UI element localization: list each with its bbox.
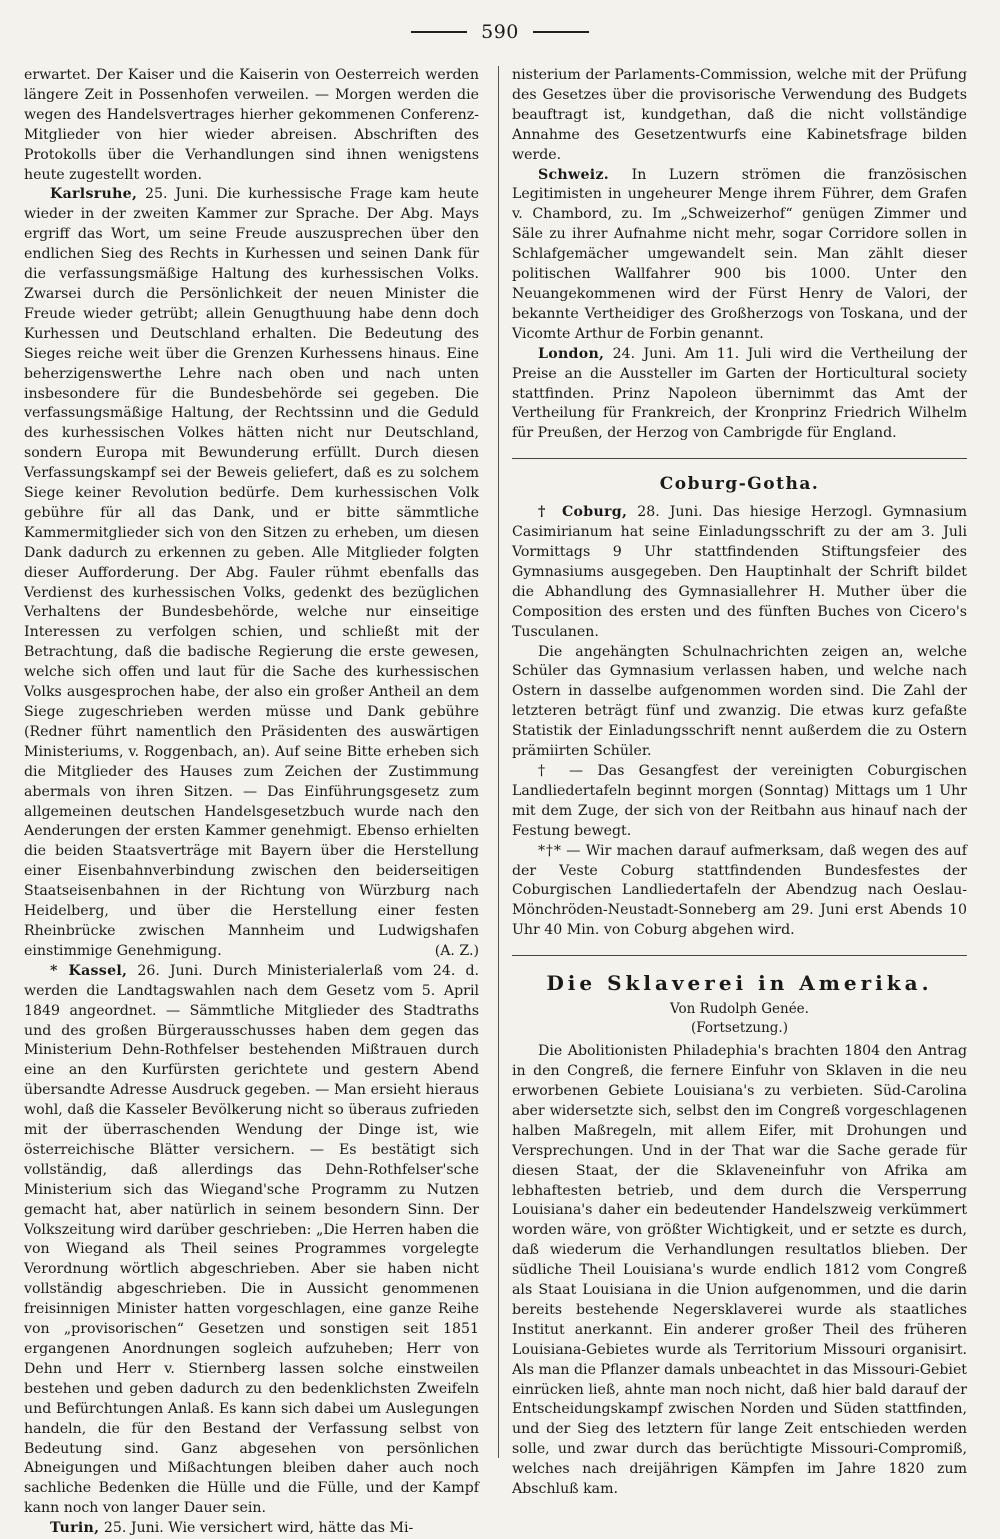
article-continued-note: (Fortsetzung.) (691, 1020, 788, 1037)
dateline: Karlsruhe, (50, 186, 138, 203)
section-heading: Coburg-Gotha. (659, 474, 820, 495)
article-title: Die Sklaverei in Amerika. (546, 971, 933, 996)
news-item-london (512, 345, 967, 445)
dateline: Turin, (50, 1520, 100, 1537)
news-text: In Luzern strömen die französischen Legitimisten in ungeheurer Menge ihrem Führer, dem Grafen v. Chambord, zu. Im „Schweizerhof“ genügen Zimmer und Säle zu ihrer Aufnahme nicht mehr, sogar Corridore sollen in Schlafgemächer umgewandelt sein. Man zählt dieser politischen Wallfahrer 900 bis 1000. Unter den Neuangekommenen wird der Fürst Henry de Valori, der bekannte Vertheidiger des Großherzogs von Toskana, und der Vicomte Arthur de Forbin genannt. (512, 166, 967, 342)
news-item-karlsruhe (24, 185, 479, 961)
article-paragraph: Die Abolitionisten Philadephia's brachten 1804 den Antrag in den Congreß, die fernere Einfuhr von Sklaven in die neu erworbenen Gebiete Louisiana's zu verbieten. Süd-Carolina aber widersetzte sich, selbst den im Congreß vorgeschlagenen halben Maßregeln, mit allem Eifer, mit Drohungen und Versprechungen. Und in der That war die Sache gerade für diesen Staat, der die Sklaveneinfuhr von Afrika am lebhaftesten betrieb, und dem durch die Versperrung Louisiana's daher ein bedeutender Handelszweig verkümmert worden wäre, von größter Wichtigkeit, und er setzte es durch, daß wiederum die Verhandlungen resultatlos blieben. Der südliche Theil Louisiana's wurde endlich 1812 vom Congreß als Staat Louisiana in die Union aufgenommen, und die darin bereits bestehende Negersklaverei wurde als staatliches Institut anerkannt. Ein anderer großer Theil des früheren Louisiana-Gebietes wurde als Territorium Missouri organisirt. Als man die Pflanzer damals unbeachtet in das Missouri-Gebiet einrücken ließ, ahnte man noch nicht, daß hier bald darauf der Entscheidungskampf zwischen Norden und Süden stattfinden, und der Sieg des letztern für lange Zeit entschieden werden solle, und zwar durch das berüchtigte Missouri-Compromiß, welches nach dreijährigen Kämpfen im Jahre 1820 zum Abschluß kam. (512, 1043, 967, 1498)
news-paragraph: erwartet. Der Kaiser und die Kaiserin von Oesterreich werden längere Zeit in Possenhofen verweilen. — Morgen werden die wegen des Handelsvertrages hierher gekommenen Conferenz-Mitglieder von hier wieder abreisen. Abschriften des Protokolls über die Verhandlungen sind ihnen wenigstens heute zugestellt worden. (24, 67, 479, 183)
news-paragraph: nisterium der Parlaments-Commission, welche mit der Prüfung des Gesetzes über die provisorische Verwendung des Budgets beauftragt ist, kundgethan, daß die nicht vollständige Annahme des Gesetzentwurfs eine Kabinetsfrage bilden werde. (512, 67, 967, 163)
header-rule-left (411, 31, 467, 33)
news-text: 25. Juni. Die kurhessische Frage kam heute wieder in der zweiten Kammer zur Sprache. Der Abg. Mays ergriff das Wort, um seine Freude auszusprechen über den endlichen Sieg des Rechts in Kurhessen und seinen Dank für die verfassungsmäßige Haltung des kurhessischen Volks. Zwarsei durch die Persönlichkeit der neuen Minister die Freude wieder getrübt; allein Genugthuung habe denn doch Kurhessen und Deutschland erhalten. Die Bedeutung des Sieges reiche weit über die Grenzen Kurhessens hinaus. Eine beherzigenswerthe Lehre nach oben und nach unten insbesondere für die Bundesbehörde sei gegeben. Die verfassungsmäßige Haltung, der Rechtssinn und die Geduld des kurhessischen Volkes hätten nicht nur Deutschland, sondern Europa mit Bewunderung erfüllt. Durch diesen Verfassungskampf sei der Beweis geliefert, daß es zu solchem Siege keiner Revolution bedürfe. Dem kurhessischen Volk gebühre für all das Dank, und er bitte sämmtliche Kammermitglieder sich von den Sitzen zu erheben, um diesen Dank dadurch zu erkennen zu geben. Alle Mitglieder folgten dieser Aufforderung. Der Abg. Fauler rühmt ebenfalls das Verdienst des kurhessischen Volks, gedenkt des bezüglichen Verhaltens der Bundesbehörde, welche nur einseitige Interessen zu verfolgen schien, und schließt mit der Betrachtung, daß die badische Regierung die erste gewesen, welche sich offen und laut für die Sache des kurhessischen Volks ausgesprochen habe, der also ein großer Antheil an dem Siege zugeschrieben werden müsse und Dank gebühre (Redner führt namentlich den Präsidenten des auswärtigen Ministeriums, v. Roggenbach, an). Auf seine Bitte erheben sich die Mitglieder des Hauses zum Zeichen der Zustimmung abermals von ihren Sitzen. — Das Einführungsgesetz zum allgemeinen deutschen Handelsgesetzbuch wurde nach den Aenderungen der ersten Kammer genehmigt. Ebenso erhielten die beiden Staatsverträge mit Bayern über die Herstellung einer Eisenbahnverbindung zwischen den beiderseitigen Staatseisenbahnen in der Richtung von Würzburg nach Heidelberg, und über die Herstellung einer festen Rheinbrücke zwischen Mannheim und Ludwigshafen einstimmige Genehmigung. (24, 186, 479, 959)
news-paragraph: Die angehängten Schulnachrichten zeigen an, welche Schüler das Gymnasium verlassen haben, und welche nach Ostern in dasselbe aufgenommen worden sind. Die Zahl der letzteren beträgt fünf und zwanzig. Die etwas kurz gefaßte Statistik der Einladungsschrift nennt außerdem die zu Ostern prämiirten Schüler. (512, 643, 967, 760)
dateline: * Kassel, (50, 962, 128, 979)
news-text: 26. Juni. Durch Ministerialerlaß vom 24. d. werden die Landtagswahlen nach dem Gesetz vom 5. April 1849 angeordnet. — Sämmtliche Mitglieder des Stadtraths und des großen Bürgerausschusses haben dem gegen das Ministerium Dehn-Rothfelser bestehenden Mißtrauen durch eine an den Kurfürsten gerichtete und gestern Abend übersandte Adresse Ausdruck gegeben. — Man ersieht hieraus wohl, daß die Kasseler Bevölkerung nicht so überaus zufrieden mit der überraschenden Wendung der Dinge ist, wie österreichische Blätter versichern. — Es bestätigt sich vollständig, daß allerdings das Dehn-Rothfelser'sche Ministerium sich das Wiegand'sche Programm zu Nutzen gemacht hat, aber natürlich in seinem besondern Sinn. Der Volkszeitung wird darüber geschrieben: „Die Herren haben die von Wiegand als Theil seines Programmes vorgelegte Verordnung wörtlich abgeschrieben. Aber sie haben nicht vollständig abgeschrieben. Die in Aussicht genommenen freisinnigen Minister hatten vorgeschlagen, eine ganze Reihe von „provisorischen“ Gesetzen und sonstigen seit 1851 ergangenen Anordnungen sogleich aufzuheben; Herr von Dehn und Herr v. Stiernberg lassen solche einstweilen bestehen und geben dadurch zu den bedenklichsten Zweifeln und Befürchtungen Anlaß. Es kann sich dabei um Auslegungen handeln, die für den Bestand der Verfassung selbst von Bedeutung sind. Ganz abgesehen von persönlichen Abneigungen und Mißachtungen bleiben daher auch noch sachliche Bedenken die Hülle und die Fülle, und der Kampf kann noch von langer Dauer sein. (24, 962, 480, 1517)
column-divider (498, 66, 499, 1458)
source-signature: (A. Z.) (434, 942, 479, 959)
section-separator (512, 458, 967, 459)
news-item-schweiz (512, 166, 967, 345)
news-text: 28. Juni. Das hiesige Herzogl. Gymnasium Casimirianum hat seine Einladungsschrift zu der am 3. Juli Vormittags 9 Uhr stattfindenden Stiftungsfeier des Gymnasiums ausgegeben. Den Hauptinhalt der Schrift bildet die Abhandlung des Gymnasiallehrer H. Muther über die Composition des ersten und des fünften Buches von Cicero's Tusculanen. (512, 504, 967, 640)
page-number: 590 (481, 21, 519, 43)
news-text: 24. Juni. Am 11. Juli wird die Vertheilung der Preise an die Aussteller im Garten der Horticultural society stattfinden. Prinz Napoleon übernimmt das Amt der Vertheilung für Frankreich, der Kronprinz Friedrich Wilhelm für Preußen, der Herzog von Cambrigde für England. (512, 345, 967, 442)
section-separator (512, 955, 967, 956)
article-author: Von Rudolph Genée. (670, 1001, 809, 1018)
dateline: † Coburg, (538, 504, 628, 521)
news-paragraph: *†* — Wir machen darauf aufmerksam, daß wegen des auf der Veste Coburg stattfindenden Bundesfestes der Coburgischen Landliedertafeln der Abendzug nach Oeslau-Mönchröden-Neustadt-Sonneberg am 29. Juni erst Abends 10 Uhr 40 Min. von Coburg abgehen wird. (512, 842, 967, 939)
header-rule-right (533, 31, 589, 33)
news-paragraph: † — Das Gesangfest der vereinigten Coburgischen Landliedertafeln beginnt morgen (Sonntag) Mittags um 1 Uhr mit dem Zuge, der sich von der Reitbahn aus hinauf nach der Festung bewegt. (512, 763, 967, 839)
left-column (24, 66, 479, 1539)
news-item-kassel (24, 962, 479, 1519)
news-text: 25. Juni. Wie versichert wird, hätte das Mi- (99, 1520, 414, 1537)
right-column (512, 66, 967, 1500)
dateline: London, (538, 345, 605, 362)
dateline: Schweiz. (538, 166, 609, 183)
news-item-coburg (512, 503, 967, 642)
news-item-turin (24, 1519, 479, 1539)
page-header (0, 16, 1000, 48)
